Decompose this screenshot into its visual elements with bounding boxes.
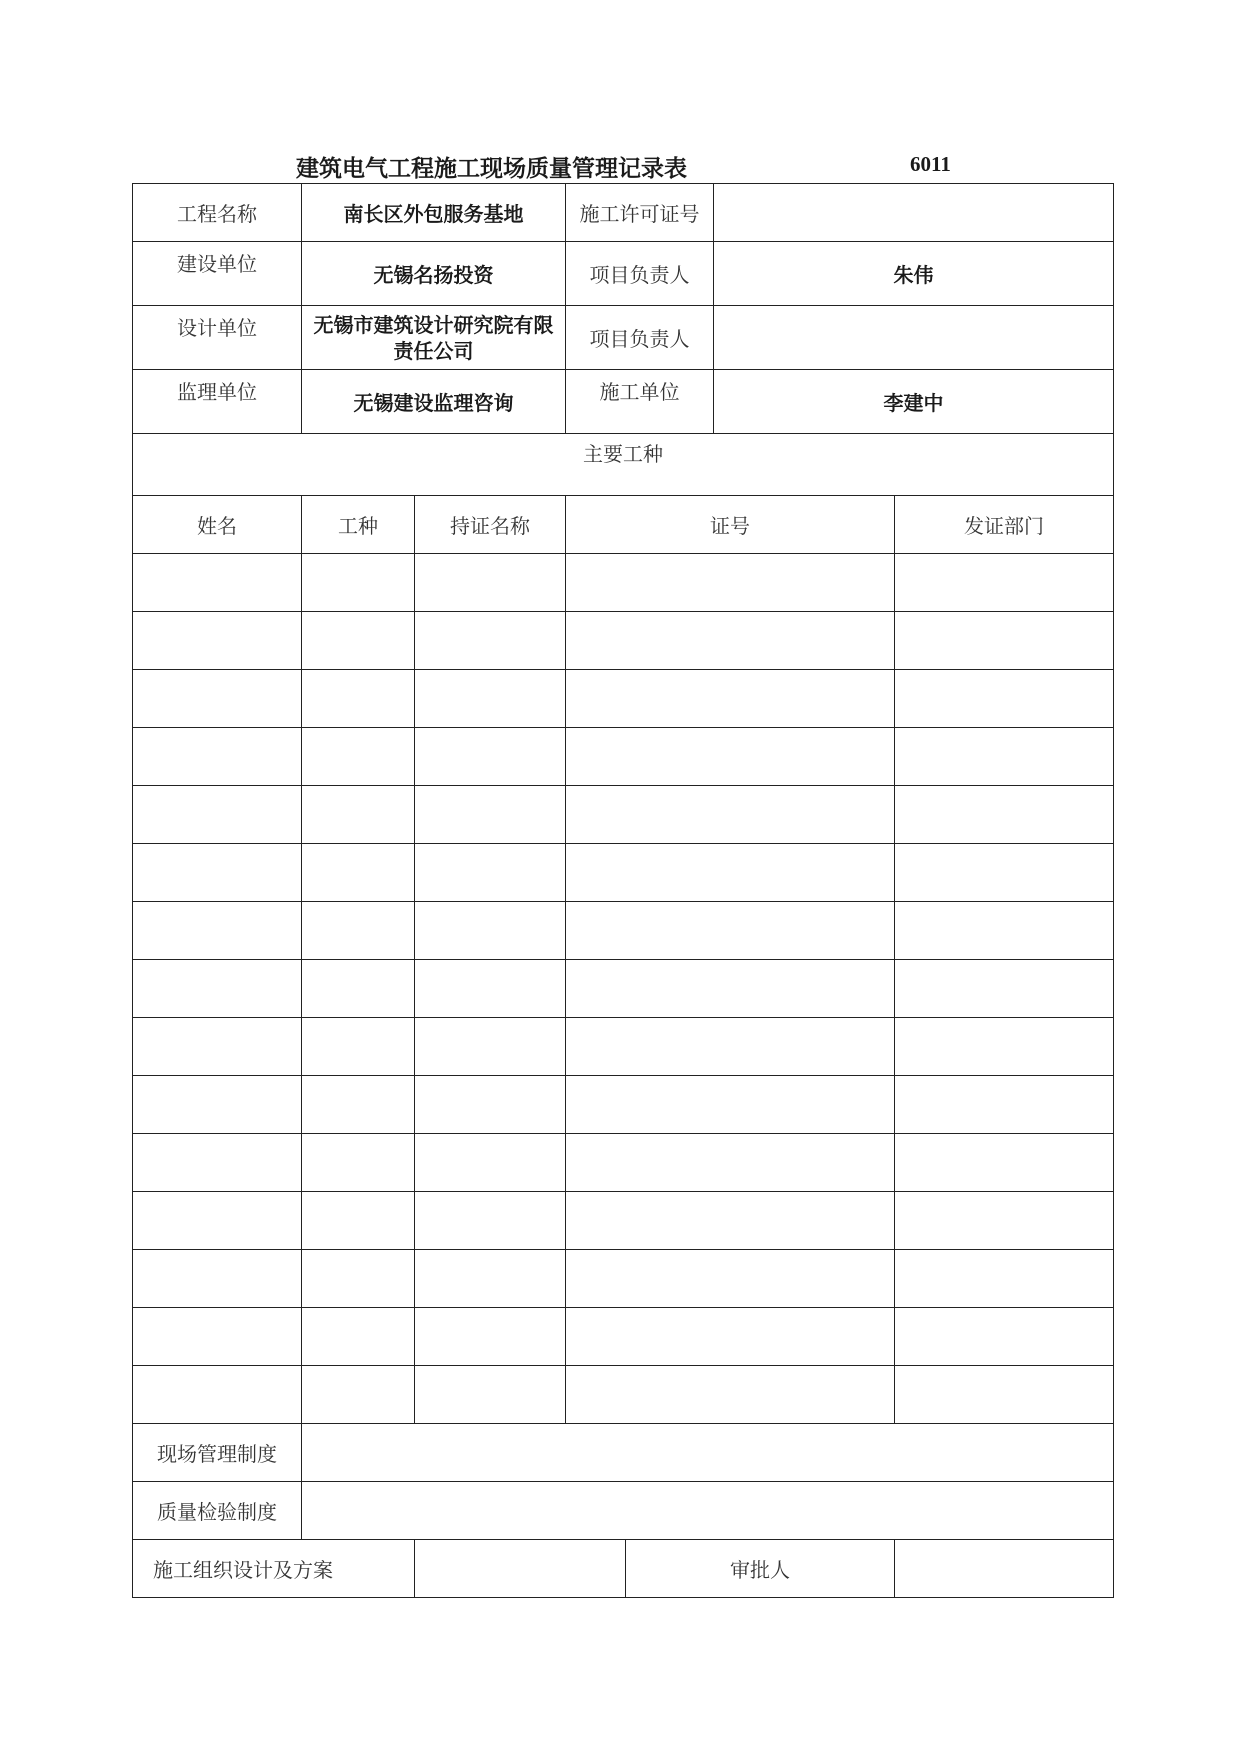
worker-issuer-cell[interactable] xyxy=(895,960,1114,1018)
table-row xyxy=(133,1018,1114,1076)
worker-trade-cell[interactable] xyxy=(302,670,415,728)
design-manager-label: 项目负责人 xyxy=(566,306,714,370)
worker-certificate-cell[interactable] xyxy=(415,670,566,728)
worker-issuer-cell[interactable] xyxy=(895,1250,1114,1308)
worker-certificate-cell[interactable] xyxy=(415,1134,566,1192)
quality-label: 质量检验制度 xyxy=(133,1482,302,1540)
table-row xyxy=(133,844,1114,902)
worker-name-cell[interactable] xyxy=(133,612,302,670)
table-row xyxy=(133,786,1114,844)
table-row xyxy=(133,902,1114,960)
worker-issuer-cell[interactable] xyxy=(895,728,1114,786)
worker-cert-number-cell[interactable] xyxy=(566,1076,895,1134)
worker-certificate-cell[interactable] xyxy=(415,1076,566,1134)
permit-label: 施工许可证号 xyxy=(566,184,714,242)
worker-trade-cell[interactable] xyxy=(302,786,415,844)
supervisor-label: 监理单位 xyxy=(133,370,302,434)
worker-issuer-cell[interactable] xyxy=(895,902,1114,960)
site-mgmt-label: 现场管理制度 xyxy=(133,1424,302,1482)
worker-certificate-cell[interactable] xyxy=(415,960,566,1018)
worker-cert-number-cell[interactable] xyxy=(566,902,895,960)
table-row xyxy=(133,1134,1114,1192)
table-row xyxy=(133,1076,1114,1134)
worker-trade-cell[interactable] xyxy=(302,844,415,902)
worker-cert-number-cell[interactable] xyxy=(566,1192,895,1250)
worker-cert-number-cell[interactable] xyxy=(566,554,895,612)
worker-name-cell[interactable] xyxy=(133,728,302,786)
worker-certificate-cell[interactable] xyxy=(415,1192,566,1250)
column-header-cert-number: 证号 xyxy=(566,496,895,554)
worker-issuer-cell[interactable] xyxy=(895,612,1114,670)
plan-value[interactable] xyxy=(415,1540,626,1598)
table-row xyxy=(133,1308,1114,1366)
column-header-certificate: 持证名称 xyxy=(415,496,566,554)
worker-name-cell[interactable] xyxy=(133,1308,302,1366)
form-code: 6011 xyxy=(910,152,951,176)
project-name-value[interactable]: 南长区外包服务基地 xyxy=(302,184,566,242)
site-mgmt-value[interactable] xyxy=(302,1424,1114,1482)
worker-certificate-cell[interactable] xyxy=(415,1308,566,1366)
form-title: 建筑电气工程施工现场质量管理记录表 xyxy=(296,155,687,182)
approver-label: 审批人 xyxy=(626,1540,895,1598)
worker-cert-number-cell[interactable] xyxy=(566,612,895,670)
worker-issuer-cell[interactable] xyxy=(895,554,1114,612)
worker-trade-cell[interactable] xyxy=(302,1134,415,1192)
table-row xyxy=(133,554,1114,612)
worker-name-cell[interactable] xyxy=(133,1250,302,1308)
worker-name-cell[interactable] xyxy=(133,670,302,728)
worker-name-cell[interactable] xyxy=(133,1076,302,1134)
design-value[interactable]: 无锡市建筑设计研究院有限责任公司 xyxy=(302,306,566,370)
worker-trade-cell[interactable] xyxy=(302,554,415,612)
worker-certificate-cell[interactable] xyxy=(415,902,566,960)
site-mgmt-row xyxy=(133,1424,1114,1482)
worker-name-cell[interactable] xyxy=(133,554,302,612)
workers-section-row xyxy=(133,434,1114,496)
column-header-trade: 工种 xyxy=(302,496,415,554)
worker-cert-number-cell[interactable] xyxy=(566,960,895,1018)
worker-issuer-cell[interactable] xyxy=(895,1308,1114,1366)
worker-trade-cell[interactable] xyxy=(302,1076,415,1134)
worker-certificate-cell[interactable] xyxy=(415,1250,566,1308)
table-row xyxy=(133,1192,1114,1250)
worker-trade-cell[interactable] xyxy=(302,960,415,1018)
project-name-label: 工程名称 xyxy=(133,184,302,242)
worker-trade-cell[interactable] xyxy=(302,1250,415,1308)
worker-trade-cell[interactable] xyxy=(302,1192,415,1250)
workers-header-row xyxy=(133,496,1114,554)
info-row-design xyxy=(133,306,1114,370)
permit-value[interactable] xyxy=(714,184,1114,242)
worker-cert-number-cell[interactable] xyxy=(566,728,895,786)
worker-cert-number-cell[interactable] xyxy=(566,844,895,902)
contractor-label: 施工单位 xyxy=(566,370,714,434)
worker-cert-number-cell[interactable] xyxy=(566,1366,895,1424)
worker-name-cell[interactable] xyxy=(133,844,302,902)
worker-issuer-cell[interactable] xyxy=(895,786,1114,844)
worker-issuer-cell[interactable] xyxy=(895,1134,1114,1192)
worker-name-cell[interactable] xyxy=(133,1134,302,1192)
worker-certificate-cell[interactable] xyxy=(415,728,566,786)
owner-label: 建设单位 xyxy=(133,242,302,306)
worker-cert-number-cell[interactable] xyxy=(566,786,895,844)
column-header-issuer: 发证部门 xyxy=(895,496,1114,554)
design-label: 设计单位 xyxy=(133,306,302,370)
plan-label: 施工组织设计及方案 xyxy=(133,1540,415,1598)
column-header-name: 姓名 xyxy=(133,496,302,554)
worker-certificate-cell[interactable] xyxy=(415,612,566,670)
contractor-value[interactable]: 李建中 xyxy=(714,370,1114,434)
info-row-supervisor xyxy=(133,370,1114,434)
worker-cert-number-cell[interactable] xyxy=(566,670,895,728)
worker-cert-number-cell[interactable] xyxy=(566,1250,895,1308)
worker-trade-cell[interactable] xyxy=(302,1366,415,1424)
worker-issuer-cell[interactable] xyxy=(895,1076,1114,1134)
worker-trade-cell[interactable] xyxy=(302,612,415,670)
worker-certificate-cell[interactable] xyxy=(415,1018,566,1076)
workers-section-title: 主要工种 xyxy=(133,434,1114,496)
table-row xyxy=(133,612,1114,670)
table-row xyxy=(133,1250,1114,1308)
worker-trade-cell[interactable] xyxy=(302,902,415,960)
worker-cert-number-cell[interactable] xyxy=(566,1018,895,1076)
worker-issuer-cell[interactable] xyxy=(895,1192,1114,1250)
plan-row xyxy=(133,1540,1114,1598)
quality-record-table xyxy=(132,183,1114,1598)
design-manager-value[interactable] xyxy=(714,306,1114,370)
worker-trade-cell[interactable] xyxy=(302,1018,415,1076)
worker-name-cell[interactable] xyxy=(133,960,302,1018)
worker-certificate-cell[interactable] xyxy=(415,1366,566,1424)
worker-cert-number-cell[interactable] xyxy=(566,1134,895,1192)
worker-trade-cell[interactable] xyxy=(302,1308,415,1366)
info-row-project xyxy=(133,184,1114,242)
worker-cert-number-cell[interactable] xyxy=(566,1308,895,1366)
worker-issuer-cell[interactable] xyxy=(895,670,1114,728)
supervisor-value[interactable]: 无锡建设监理咨询 xyxy=(302,370,566,434)
worker-trade-cell[interactable] xyxy=(302,728,415,786)
quality-value[interactable] xyxy=(302,1482,1114,1540)
worker-certificate-cell[interactable] xyxy=(415,554,566,612)
table-row xyxy=(133,670,1114,728)
worker-name-cell[interactable] xyxy=(133,1018,302,1076)
worker-name-cell[interactable] xyxy=(133,902,302,960)
worker-issuer-cell[interactable] xyxy=(895,1366,1114,1424)
worker-certificate-cell[interactable] xyxy=(415,786,566,844)
owner-value[interactable]: 无锡名扬投资 xyxy=(302,242,566,306)
worker-certificate-cell[interactable] xyxy=(415,844,566,902)
approver-value[interactable] xyxy=(895,1540,1114,1598)
table-row xyxy=(133,728,1114,786)
table-row xyxy=(133,960,1114,1018)
owner-manager-value[interactable]: 朱伟 xyxy=(714,242,1114,306)
info-row-owner xyxy=(133,242,1114,306)
worker-issuer-cell[interactable] xyxy=(895,1018,1114,1076)
worker-name-cell[interactable] xyxy=(133,1192,302,1250)
worker-name-cell[interactable] xyxy=(133,1366,302,1424)
owner-manager-label: 项目负责人 xyxy=(566,242,714,306)
worker-name-cell[interactable] xyxy=(133,786,302,844)
table-row xyxy=(133,1366,1114,1424)
worker-issuer-cell[interactable] xyxy=(895,844,1114,902)
quality-row xyxy=(133,1482,1114,1540)
